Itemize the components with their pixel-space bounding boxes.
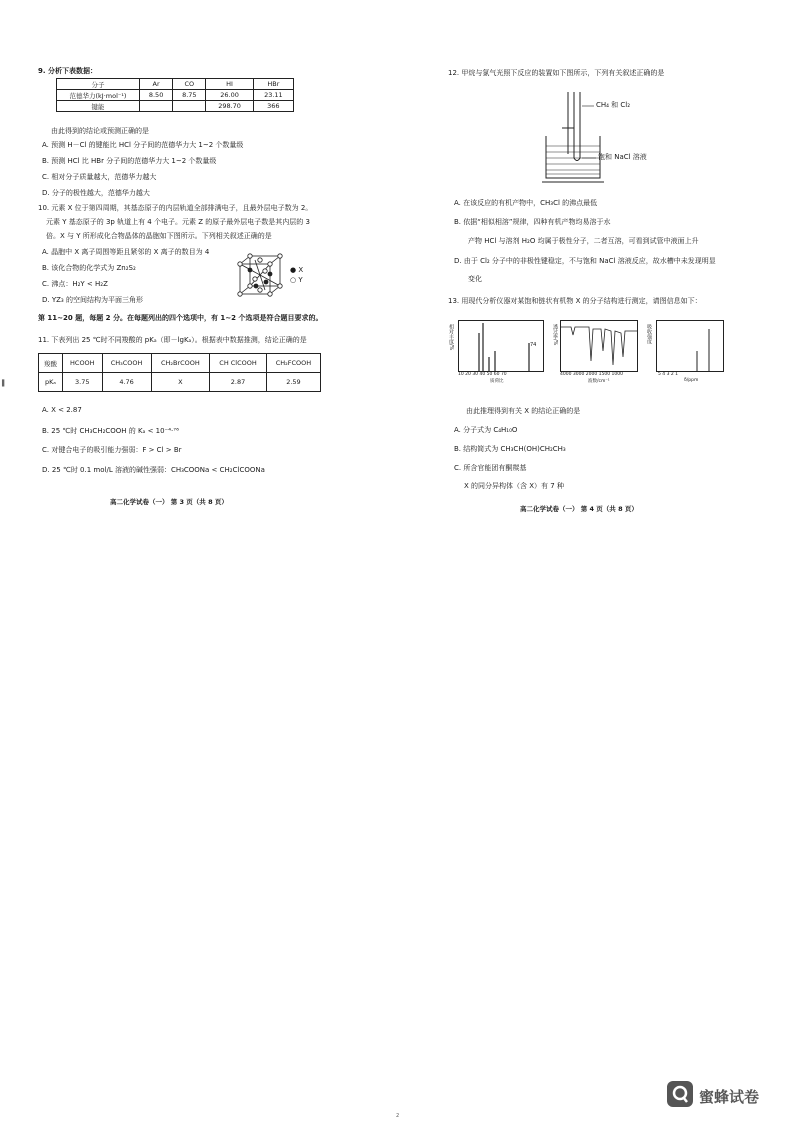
nmr-spectrum-peaks bbox=[657, 321, 723, 371]
q10-line-2: 元素 Y 基态原子的 3p 轨道上有 4 个电子。元素 Z 的原子最外层电子数是其内层的 3 bbox=[46, 218, 310, 226]
ir-spectrum bbox=[560, 320, 638, 372]
mass-y-label: 相对丰度/% bbox=[448, 324, 454, 351]
q11-option-a: A. X < 2.87 bbox=[42, 406, 82, 414]
watermark-logo bbox=[667, 1081, 777, 1111]
ir-x-ticks: 4000 3000 2000 1500 1000 bbox=[560, 372, 623, 377]
left-page-footer: 高二化学试卷（一） 第 3 页（共 8 页） bbox=[110, 498, 228, 506]
logo-text: 蜜蜂试卷 bbox=[699, 1088, 760, 1106]
mass-x-label: 质荷比 bbox=[490, 379, 504, 384]
q11-table bbox=[38, 353, 321, 392]
mass-peak-label: 74 bbox=[530, 342, 537, 348]
binding-edge-mark: ▌ bbox=[2, 380, 7, 387]
q10-line-3: 倍。X 与 Y 所形成化合物晶体的晶胞如下图所示。下列相关叙述正确的是 bbox=[46, 232, 272, 240]
q10-line-1: 10. 元素 X 位于第四周期，其基态原子的内层轨道全部排满电子，且最外层电子数为 2。 bbox=[38, 204, 313, 212]
nmr-spectrum bbox=[656, 320, 724, 372]
q9-option-d: D. 分子的极性越大，范德华力越大 bbox=[42, 189, 150, 197]
q13-option-d: X 的同分异构体（含 X）有 7 种 bbox=[464, 482, 564, 490]
mass-x-ticks: 10 20 30 40 50 60 70 bbox=[458, 372, 507, 377]
right-page-footer: 高二化学试卷（一） 第 4 页（共 8 页） bbox=[520, 505, 638, 513]
q13-option-b: B. 结构简式为 CH₃CH(OH)CH₂CH₃ bbox=[454, 445, 566, 453]
bee-logo-icon bbox=[667, 1081, 693, 1107]
table-row: 分子 Ar CO HI HBr bbox=[57, 79, 294, 90]
ir-spectrum-curve bbox=[561, 321, 637, 371]
q12-option-a: A. 在该反应的有机产物中，CH₃Cl 的沸点最低 bbox=[454, 199, 598, 207]
q11-option-c: C. 对键合电子的吸引能力强弱：F > Cl > Br bbox=[42, 446, 182, 454]
q12-stem: 12. 甲烷与氯气光照下反应的装置如下图所示，下列有关叙述正确的是 bbox=[448, 69, 665, 77]
section-instruction: 第 11~20 题，每题 2 分。在每题列出的四个选项中，有 1~2 个选项是符合题目要求的。 bbox=[38, 314, 323, 322]
q12-option-b: B. 依据“相似相溶”规律，四种有机产物均易溶于水 bbox=[454, 218, 611, 226]
table-row: 羧酸 HCOOH CH₃COOH CH₂BrCOOH CH ClCOOH CH₂FCOOH bbox=[39, 354, 321, 373]
q9-table bbox=[56, 78, 294, 112]
nmr-y-label: 吸收强度 bbox=[646, 324, 652, 344]
nmr-x-label: δ/ppm bbox=[684, 378, 699, 383]
q9-option-b: B. 预测 HCl 比 HBr 分子间的范德华力大 1~2 个数量级 bbox=[42, 157, 217, 165]
label-solution: 饱和 NaCl 溶液 bbox=[598, 153, 647, 161]
table-row: 范德华力(kJ·mol⁻¹) 8.50 8.75 26.00 23.11 bbox=[57, 90, 294, 101]
table-row: 键能 298.70 366 bbox=[57, 101, 294, 112]
table-row: pKₐ 3.75 4.76 X 2.87 2.59 bbox=[39, 373, 321, 392]
legend-y: ○ Y bbox=[290, 276, 303, 284]
crystal-cell-figure bbox=[236, 252, 286, 300]
q11-option-d: D. 25 ℃时 0.1 mol/L 溶液的碱性强弱：CH₃COONa < CH₂ClCOONa bbox=[42, 466, 265, 474]
page-marker: 2 bbox=[396, 1113, 400, 1119]
q13-stem: 13. 用现代分析仪器对某饱和链状有机物 X 的分子结构进行测定，请图信息如下： bbox=[448, 297, 702, 305]
q9-prompt: 由此得到的结论或预测正确的是 bbox=[51, 127, 149, 135]
q12-option-b-cont: 产物 HCl 与溶剂 H₂O 均属于极性分子，二者互溶，可看到试管中液面上升 bbox=[468, 237, 699, 245]
q13-option-c: C. 所含官能团有酮羰基 bbox=[454, 464, 527, 472]
q10-option-b: B. 该化合物的化学式为 Zn₂S₂ bbox=[42, 264, 136, 272]
q9-stem: 9. 分析下表数据： bbox=[38, 67, 97, 75]
q10-option-a: A. 晶胞中 X 离子周围等距且紧邻的 X 离子的数目为 4 bbox=[42, 248, 210, 256]
q12-option-d-cont: 变化 bbox=[468, 275, 482, 283]
q12-option-d: D. 由于 Cl₂ 分子中的非极性键稳定，不与饱和 NaCl 溶液反应，故水槽中未发现明显 bbox=[454, 257, 716, 265]
q11-option-b: B. 25 ℃时 CH₃CH₂COOH 的 Kₐ < 10⁻⁴·⁷⁶ bbox=[42, 427, 179, 435]
q9-option-c: C. 相对分子质量越大，范德华力越大 bbox=[42, 173, 157, 181]
q11-stem: 11. 下表列出 25 ℃时不同羧酸的 pKₐ（即－lgKₐ）。根据表中数据推测，结论正确的是 bbox=[38, 336, 307, 344]
q9-option-a: A. 预测 H－Cl 的键能比 HCl 分子间的范德华力大 1~2 个数量级 bbox=[42, 141, 244, 149]
ir-y-label: 透过率/% bbox=[552, 324, 558, 346]
label-gas: CH₄ 和 Cl₂ bbox=[596, 101, 631, 109]
q13-option-a: A. 分子式为 C₄H₁₀O bbox=[454, 426, 518, 434]
ir-x-label: 波数/cm⁻¹ bbox=[588, 379, 610, 384]
q10-option-d: D. YZ₃ 的空间结构为平面三角形 bbox=[42, 296, 143, 304]
q13-prompt: 由此推理得到有关 X 的结论正确的是 bbox=[466, 407, 581, 415]
q10-option-c: C. 沸点：H₂Y < H₂Z bbox=[42, 280, 108, 288]
nmr-x-ticks: 5 4 3 2 1 bbox=[658, 372, 679, 377]
legend-x: ● X bbox=[290, 266, 304, 274]
